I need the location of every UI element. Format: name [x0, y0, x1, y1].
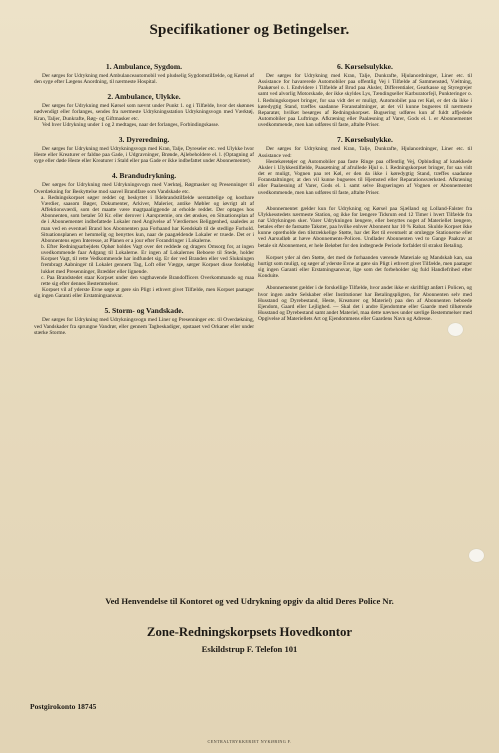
- section-paragraph: Der sørges for Udrykning med Kran, Talje, Dunkrafte, Hjulanordninger, Liner etc. til Assistance ved:: [258, 146, 472, 159]
- terms-paragraph: Korpset yder al den Støtte, det med de forhaanden værende Materiale og Mandskab kan, saa hurtigt som muligt, og søger af yderste Evne at gøre sin Pligt i ethvert givet Tilfælde, men paatager sig ingen Garanti eller Erstatningsansvar, lige som det forbeholder sig fuld Handlefrihed efter Konduite.: [258, 254, 472, 280]
- section-korselsulykke-automobil: [258, 62, 472, 128]
- section-paragraph: Korpset vil af yderste Evne søge at gøre sin Pligt i ethvert givet Tilfælde, men Korpset paatager sig ingen Garanti eller Erstatningsansvar.: [34, 287, 254, 300]
- section-storm-vandskade: [34, 306, 254, 335]
- section-paragraph: Der sørges for Udrykning med Udrykningsvogn med Værktøj, Røgmasker og Presenninger til Overdækning for Beskyttelse mod saavel Brandfare som Vandskade etc.: [34, 182, 254, 195]
- section-paragraph: Der sørges for Udrykning med Kørsel som nævnt under Punkt 1. og i Tilfælde, hvor det skønnes nødvendigt eller forlanges, sendes fra nærmeste Udrykningsstation Udrykningsvogn med Værktøj, Kran, Taljer, Dunkrafte, Røg- og Giftmasker etc.: [34, 103, 254, 122]
- section-heading: 4. Brandudrykning.: [111, 171, 177, 181]
- section-paragraph: Der sørges for Udrykning med Ambulanceautomobil ved pludselig Sygdomstilfælde, og Kørsel af den syge efter Lægens Anordning, til nærmeste Hospital.: [34, 73, 254, 86]
- section-heading: 7. Kørselsulykke.: [337, 135, 393, 145]
- terms-paragraph: Abonnementet gælder kun for Udrykning og Kørsel paa Sjælland og Lolland-Falster fra Ulykkesstedets nærmeste Station, og ikke for længere Tidsrum end 12 Timer i hvert Tilfælde fra nar Udrykningen sker. Varer Udrykningen længere, eller benyttes noget af Materiellet længere, betales efter de fastsatte Takster, paa hvilke enhver Abonnent har 10 % Rabat. Skulde Korpset ikke kunne opretholde den tilstrækkelige Støtte, har det Ret til eventuelt at omlægge Stationerne eller ved Aarsudløb at hæve Abonnements-Policen. Undlader Abonnenten ved to Gange Paakrav at betale sit Abonnement, er hele Beløbet for den indtegnede Periode forfaldet til strakst Betaling.: [258, 205, 472, 249]
- section-heading: 6. Kørselsulykke.: [337, 62, 393, 71]
- section-heading: 5. Storm- og Vandskade.: [104, 306, 184, 316]
- section-ambulance-ulykke: [34, 92, 254, 128]
- office-name: Zone-Redningskorpsets Hovedkontor: [146, 625, 353, 639]
- document-title: Specifikationer og Betingelser.: [149, 22, 350, 38]
- list-item: c. Paa Brandstedet staar Korpset under den vagthavende Brandofficers Overkommando og maa rette sig efter dennes Bestemmelser.: [41, 274, 254, 287]
- section-brandudrykning: [34, 171, 254, 299]
- section-korselsulykke-hestekoretoj: [258, 135, 472, 195]
- terms-paragraph: Abonnementet gælder i de forskellige Tilfælde, hvor andet ikke er skriftligt anført i Policen, og hvor ingen andre Selskaber eller Institutioner har Betalingspligten, for Abonnenten selv med Husstand og Dyrebestand, Heste, Kreaturer og Materiel) paa den af Abonnenten beboede Ejendom, Gaard eller Lejlighed. — Skal det i andre Ejendomme eller Gaarde med tilhørende Husstand og Dyrebestand samt andet Materiel, maa dette nævnes under særlige Bestemmelser med Opgivelse af Materiellets Art og Ejendommens eller Gaardens Navn og Adresse.: [258, 285, 472, 323]
- section-ambulance-sygdom: [34, 62, 254, 85]
- section-heading: 1. Ambulance, Sygdom.: [105, 62, 183, 71]
- section-dyreredning: [34, 135, 254, 164]
- punch-hole: [448, 323, 463, 336]
- police-notice: Ved Henvendelse til Kontoret og ved Udrykning opgiv da altid Deres Police Nr.: [105, 596, 394, 606]
- section-heading: 3. Dyreredning.: [118, 134, 170, 144]
- office-address: Eskildstrup F. Telefon 101: [201, 644, 298, 654]
- list-item: a. Redningskorpset søger reddet og beskyttet i Ildebrandstilfælde uerstattelige og kostbare Værdier, saasom Bøger, Dokumenter, Arkiver, Malerier, antike Møbler og iøvrigt alt af Affektionsværdi, som det maatte være magtpaaliggende at erholde reddet. Der optages hos Abonnenten, som betaler 50 Kr. eller derover i Aarspræmie, om det ønskes, en Situationsplan af de i Abonnementet indbefattede Lokaler med Angivelse af Værdiernes Beliggenhed, saaledes at man ved en eventuel Brand hos Abonnenten paa Forhaand har Kendskab til de stedlige Forhold. Situationsplanen er hemmelig og benyttes kun, naar de paagældende Lokaler er truede. Det er i Abonnentens egen Interesse, at Planen er a jour efter Forandringer i Lokalerne.: [41, 194, 254, 244]
- section-paragraph: Der sørges for Udrykning med Udrykningsvogn med Liner og Presenninger etc. til Overdækning, ved Vandskader fra sprungne Vandrør, eller gennem Tagbeskadiger, opstaaet ved Orkaner eller under stærke Storme.: [34, 317, 254, 336]
- punch-hole: [469, 549, 484, 562]
- printer-imprint: CENTRALTRYKKERIET NYKØBING F.: [207, 739, 292, 744]
- postgiro-account: Postgirokonto 18745: [30, 702, 97, 711]
- section-paragraph: Der sørges for Udrykning med Udrykningsvogn med Kran, Talje, Dyreseler etc. ved Ulykke hvor Heste eller Kreaturer er faldne paa Gade, i Udgravninger, Brønde, Ajlebeholdere el. l. (Optagning af syge eller døde Heste eller Kreaturer i Stald eller paa Gade er ikke indbefattet under Abonnementet).: [34, 145, 254, 165]
- section-paragraph: Hestekøretøjer og Automobiler paa faste Ringe paa offentlig Vej, Opbinding af knækkede Aksler i Ulykkestilfælde, Paasætning af afrullede Hjul o. l. Redningskorpset bringer, for saa vidt det er muligt, Vognen paa ret Køl, er den da ikke i køredygtig Stand, træffes saadanne Foranstaltninger, at den vil kunne bugseres til Hjemsted eller Reparationsværksted. Afkræning eller Paalæsning af Varer, Gods el. l. samt selve Bugseringen af Vognen er Abonnementet uvedkommende, men kan udføres til faste, aftalte Priser.: [258, 158, 472, 196]
- left-column: [34, 62, 254, 343]
- section-paragraph: Der sørges for Udrykning med Kran, Talje, Dunkrafte, Hjulanordninger, Liner etc. til Assistance for havarerede Automobiler paa offentlig Vej i Tilfælde af Sammenstød, Væltning, Paakørsel o. l. Endvidere i Tilfælde af Brud paa Aksler, Differentialer, Gearkasse og Styregrejer samt ved alvorlig Motorskade, der ikke skyldes Lys, Tændingseller Karburatorfejl, Punkteringer o. l. Redningskorpset bringer, for saa vidt det er muligt, Automobilet paa ret Køl, er det da ikke i køredygtig Stand, træffes saadanne Foranstaltninger, at det vil kunne bugseres til nærmeste Reparatør, hvilket besørges af Redningskorpset. Bugsering udføres kun af fuldt affjedede Automobiler paa Luftringe. Afkræning eller Paalæsning af Varer, Gods el. l. er Abonnementet uvedkommende, men kan udføres til faste, aftalte Priser.: [258, 73, 472, 129]
- right-column: [258, 62, 472, 329]
- list-item: b. Efter Redningsarbejdets Ophør holdes Vagt over det reddede og dragers Omsorg for, at ingen uvedkommende faar Adgang til Lokalerne. Er ingen af Lokalernes Beboere til Stede, holder Korpset Vagt, til rette Vedkommende har indfundet sig. Er der ved Branden eller ved Slukningen frembragt Aabninger til Lokalet gennem Tag, Loft eller Vægge, sørger Korpset disse foreløbig lukket med Presenninger, Brædder eller lignende.: [41, 243, 254, 275]
- section-paragraph: Ved hver Udrykning under 1 og 2 medtages, naar det forlanges, Forbindingskasse.: [42, 121, 220, 128]
- section-heading: 2. Ambulance, Ulykke.: [107, 92, 181, 102]
- section-terms: [258, 206, 472, 323]
